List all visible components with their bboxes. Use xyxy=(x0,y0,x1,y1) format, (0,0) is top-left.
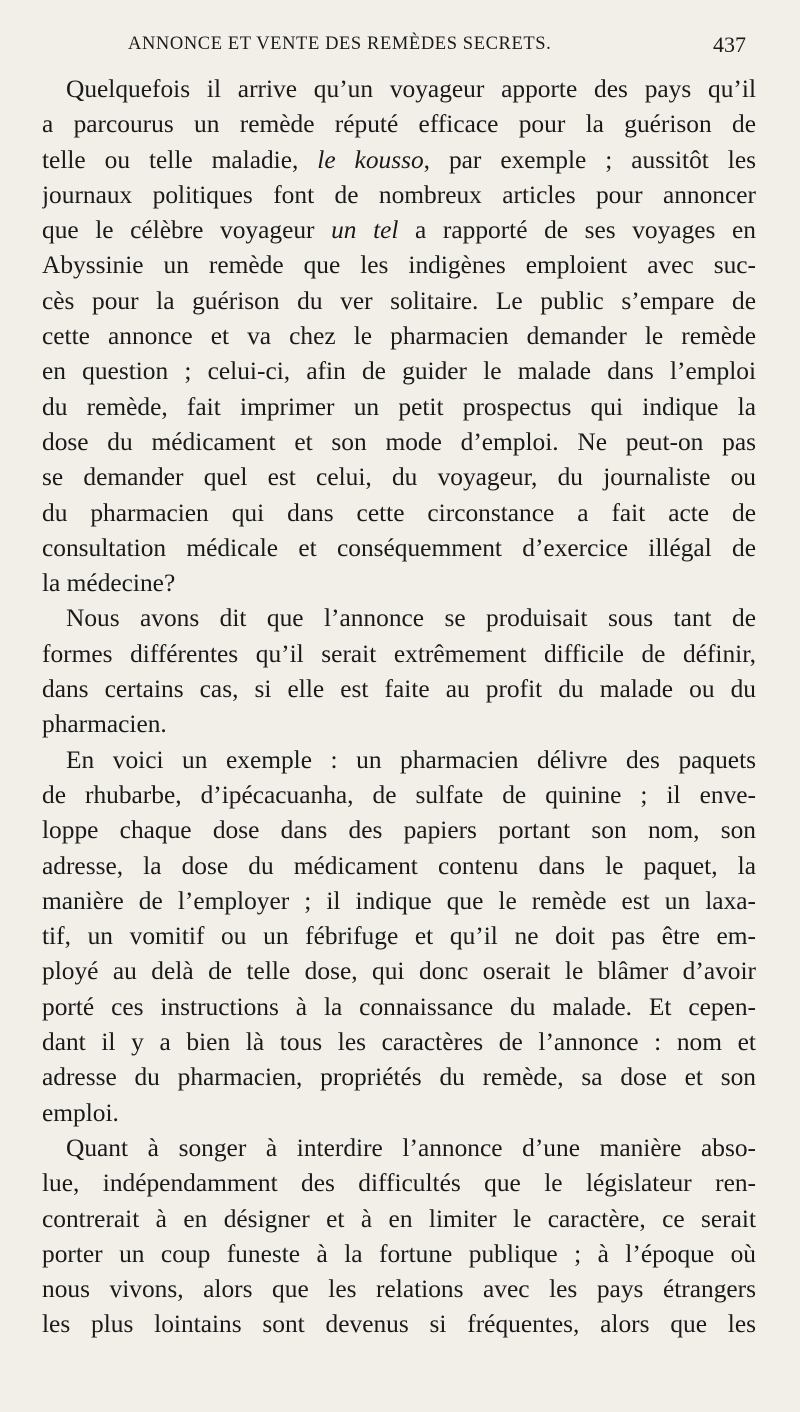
body-text xyxy=(42,72,756,1402)
text-line xyxy=(42,1272,756,1307)
text-run: Quelquefois il arrive qu’un voyageur apporte des pays qu’il xyxy=(66,75,756,103)
running-head: ANNONCE ET VENTE DES REMÈDES SECRETS. xyxy=(128,34,552,54)
text-line xyxy=(42,990,756,1025)
text-line xyxy=(42,496,756,531)
text-run: dant il y a bien là tous les caractères de l’annonce : nom et xyxy=(42,1028,756,1057)
text-line xyxy=(42,1131,756,1166)
page-number: 437 xyxy=(713,32,746,57)
text-run: loppe chaque dose dans des papiers portant son nom, son xyxy=(42,816,756,845)
text-run: En voici un exemple : un pharmacien délivre des paquets xyxy=(66,745,756,774)
text-run: dose du médicament et son mode d’emploi. Ne peut-on pas xyxy=(42,427,756,456)
text-line xyxy=(42,107,756,142)
text-line xyxy=(42,849,756,884)
text-line xyxy=(42,248,756,283)
text-run: contrerait à en désigner et à en limiter le caractère, ce serait xyxy=(42,1204,756,1233)
text-line xyxy=(42,601,756,636)
text-line xyxy=(42,884,756,919)
text-run: telle ou telle maladie, xyxy=(42,145,318,174)
text-line xyxy=(42,1202,756,1237)
text-run: nous vivons, alors que les relations avec les pays étrangers xyxy=(42,1275,756,1304)
text-run: se demander quel est celui, du voyageur, du journaliste ou xyxy=(42,463,756,492)
text-line xyxy=(42,72,756,107)
text-line xyxy=(42,143,756,178)
paragraph xyxy=(42,601,756,742)
text-run: adresse du pharmacien, propriétés du remède, sa dose et son xyxy=(42,1063,756,1092)
text-line xyxy=(42,813,756,848)
text-line xyxy=(42,425,756,460)
text-run: du pharmacien qui dans cette circonstance a fait acte de xyxy=(42,498,756,527)
paragraph xyxy=(42,1131,756,1343)
text-line xyxy=(42,319,756,354)
text-run: Quant à songer à interdire l’annonce d’une manière abso- xyxy=(66,1133,756,1162)
text-run: cès pour la guérison du ver solitaire. Le public s’empare de xyxy=(42,286,756,315)
page-header xyxy=(0,22,800,62)
italic-text: un tel xyxy=(331,216,399,245)
text-line xyxy=(42,954,756,989)
text-line xyxy=(42,213,756,248)
text-line xyxy=(42,1060,756,1095)
text-line xyxy=(42,1096,756,1131)
text-run: en question ; celui-ci, afin de guider le malade dans l’emploi xyxy=(42,357,756,386)
text-run: pharmacien. xyxy=(42,710,167,739)
text-run: tif, un vomitif ou un fébrifuge et qu’il ne doit pas être em- xyxy=(42,922,756,951)
text-run: Abyssinie un remède que les indigènes emploient avec suc- xyxy=(42,251,756,280)
text-run: les plus lointains sont devenus si fréquentes, alors que les xyxy=(42,1310,756,1339)
text-run: ployé au delà de telle dose, qui donc oserait le blâmer d’avoir xyxy=(42,957,756,986)
text-line xyxy=(42,919,756,954)
text-line xyxy=(42,1025,756,1060)
text-run: manière de l’employer ; il indique que le remède est un laxa- xyxy=(42,886,756,915)
text-line xyxy=(42,566,756,601)
text-run: journaux politiques font de nombreux articles pour annoncer xyxy=(42,180,756,209)
text-run: porter un coup funeste à la fortune publique ; à l’époque où xyxy=(42,1239,756,1268)
italic-text: le kousso xyxy=(317,145,424,174)
text-run: du remède, fait imprimer un petit prospectus qui indique la xyxy=(42,392,756,421)
text-line xyxy=(42,743,756,778)
text-line xyxy=(42,531,756,566)
text-line xyxy=(42,460,756,495)
text-run: lue, indépendamment des difficultés que le législateur ren- xyxy=(42,1169,756,1198)
text-run: porté ces instructions à la connaissance du malade. Et cepen- xyxy=(42,992,756,1021)
text-run: cette annonce et va chez le pharmacien demander le remède xyxy=(42,322,756,351)
text-line xyxy=(42,637,756,672)
text-run: a rapporté de ses voyages en xyxy=(398,216,756,245)
text-line xyxy=(42,707,756,742)
text-run: emploi. xyxy=(42,1098,119,1127)
text-run: que le célèbre voyageur xyxy=(42,216,332,245)
text-run: , par exemple ; aussitôt les xyxy=(423,145,756,174)
text-run: adresse, la dose du médicament contenu dans le paquet, la xyxy=(42,851,756,880)
text-line xyxy=(42,1237,756,1272)
text-run: formes différentes qu’il serait extrêmement difficile de définir, xyxy=(42,639,756,668)
text-line xyxy=(42,178,756,213)
text-run: consultation médicale et conséquemment d’exercice illégal de xyxy=(42,533,756,562)
text-line xyxy=(42,354,756,389)
text-line xyxy=(42,1166,756,1201)
paragraph xyxy=(42,743,756,1131)
text-run: Nous avons dit que l’annonce se produisait sous tant de xyxy=(66,604,756,633)
text-line xyxy=(42,284,756,319)
text-line xyxy=(42,672,756,707)
text-line xyxy=(42,778,756,813)
text-line xyxy=(42,390,756,425)
text-run: de rhubarbe, d’ipécacuanha, de sulfate de quinine ; il enve- xyxy=(42,780,756,809)
text-run: a parcourus un remède réputé efficace pour la guérison de xyxy=(42,110,756,139)
paragraph xyxy=(42,72,756,601)
text-run: la médecine? xyxy=(42,569,176,598)
text-line xyxy=(42,1307,756,1342)
text-run: dans certains cas, si elle est faite au profit du malade ou du xyxy=(42,675,756,704)
